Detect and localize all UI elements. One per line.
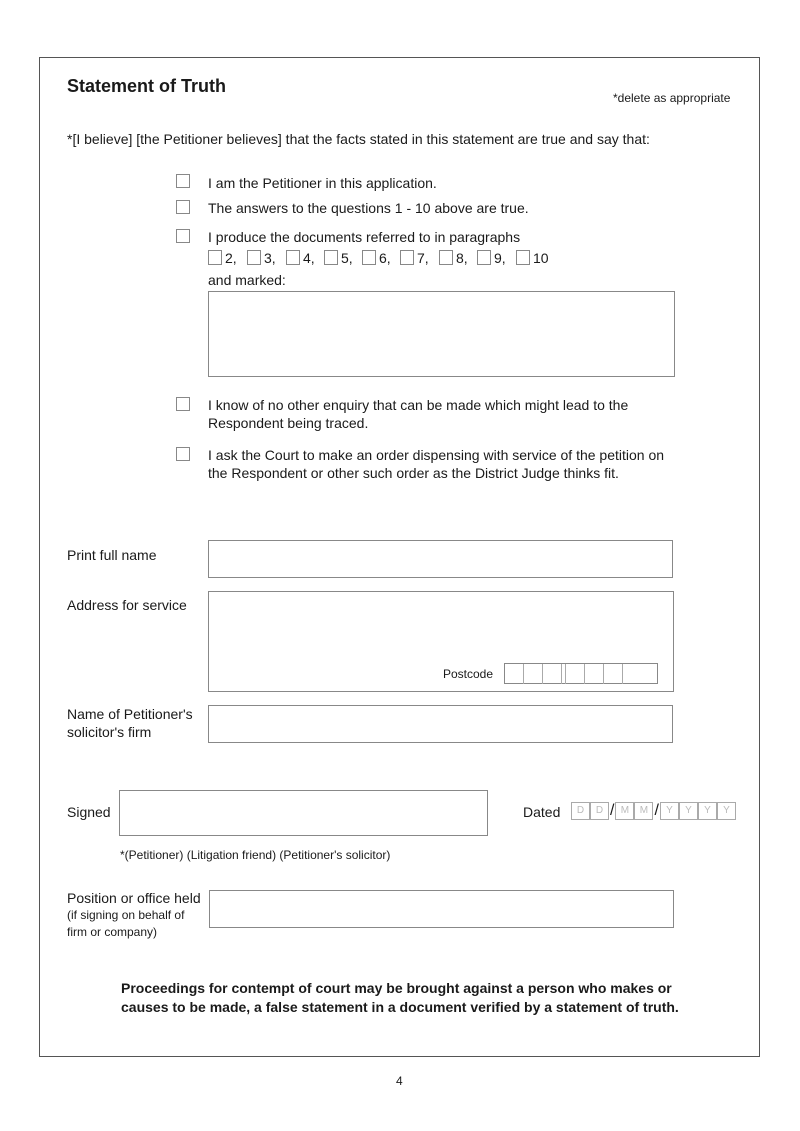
page-number: 4 [396,1074,403,1088]
date-day-cell: D [590,802,609,820]
delete-note: *delete as appropriate [613,91,731,105]
and-marked-label: and marked: [208,272,286,288]
full-name-label: Print full name [67,547,157,563]
paragraph-3-checkbox[interactable] [247,250,261,265]
no-other-enquiry-checkbox[interactable] [176,397,190,411]
paragraph-10-label: 10 [533,250,549,266]
paragraph-8-label: 8, [456,250,468,266]
paragraph-6-label: 6, [379,250,391,266]
paragraph-4-label: 4, [303,250,315,266]
solicitor-label-line1: Name of Petitioner's [67,706,193,722]
position-sublabel-line1: (if signing on behalf of [67,908,185,922]
date-month-cell: M [634,802,653,820]
paragraph-8-checkbox[interactable] [439,250,453,265]
paragraph-7-label: 7, [417,250,429,266]
dispense-service-checkbox[interactable] [176,447,190,461]
paragraph-7-checkbox[interactable] [400,250,414,265]
contempt-warning-line1: Proceedings for contempt of court may be brought against a person who makes or [121,980,672,996]
paragraph-2-label: 2, [225,250,237,266]
postcode-cell [604,664,623,684]
date-day-cell: D [571,802,590,820]
contempt-warning-line2: causes to be made, a false statement in a document verified by a statement of truth. [121,999,679,1015]
statement-answers-true: The answers to the questions 1 - 10 above are true. [208,200,529,216]
full-name-input[interactable] [208,540,673,578]
postcode-cell [566,664,585,684]
date-input[interactable] [571,802,736,820]
postcode-cell [585,664,604,684]
date-separator: / [654,802,659,819]
paragraph-5-checkbox[interactable] [324,250,338,265]
signature-input[interactable] [119,790,488,836]
date-month-cell: M [615,802,634,820]
paragraph-3-label: 3, [264,250,276,266]
postcode-cell [524,664,543,684]
address-label: Address for service [67,597,187,613]
date-year-cell: Y [717,802,736,820]
position-sublabel-line2: firm or company) [67,925,158,939]
paragraph-9-checkbox[interactable] [477,250,491,265]
signed-label: Signed [67,804,111,820]
postcode-cell [543,664,562,684]
intro-text: *[I believe] [the Petitioner believes] that the facts stated in this statement are true and say that: [67,131,650,147]
statement-no-other-enquiry-line1: I know of no other enquiry that can be made which might lead to the [208,397,629,413]
paragraph-10-checkbox[interactable] [516,250,530,265]
statement-dispense-service-line1: I ask the Court to make an order dispensing with service of the petition on [208,447,665,463]
paragraph-4-checkbox[interactable] [286,250,300,265]
paragraph-2-checkbox[interactable] [208,250,222,265]
paragraph-9-label: 9, [494,250,506,266]
paragraph-6-checkbox[interactable] [362,250,376,265]
date-year-cell: Y [698,802,717,820]
statement-petitioner: I am the Petitioner in this application. [208,175,437,191]
date-year-cell: Y [660,802,679,820]
postcode-cell [505,664,524,684]
dated-label: Dated [523,804,561,820]
position-input[interactable] [209,890,674,928]
postcode-label: Postcode [443,667,494,681]
contempt-warning [121,979,741,1017]
date-separator: / [610,802,615,819]
postcode-input[interactable] [504,663,658,684]
signed-roles: *(Petitioner) (Litigation friend) (Petitioner's solicitor) [120,848,391,862]
statement-documents: I produce the documents referred to in paragraphs [208,229,521,245]
solicitor-label-line2: solicitor's firm [67,724,152,740]
paragraph-5-label: 5, [341,250,353,266]
documents-checkbox[interactable] [176,229,190,243]
page-title: Statement of Truth [67,76,227,96]
solicitor-firm-input[interactable] [208,705,673,743]
answers-true-checkbox[interactable] [176,200,190,214]
date-year-cell: Y [679,802,698,820]
marked-textarea[interactable] [208,291,675,377]
postcode-cell [623,664,642,684]
petitioner-checkbox[interactable] [176,174,190,188]
position-label: Position or office held [67,890,201,906]
statement-no-other-enquiry-line2: Respondent being traced. [208,415,369,431]
statement-dispense-service-line2: the Respondent or other such order as the District Judge thinks fit. [208,465,619,481]
